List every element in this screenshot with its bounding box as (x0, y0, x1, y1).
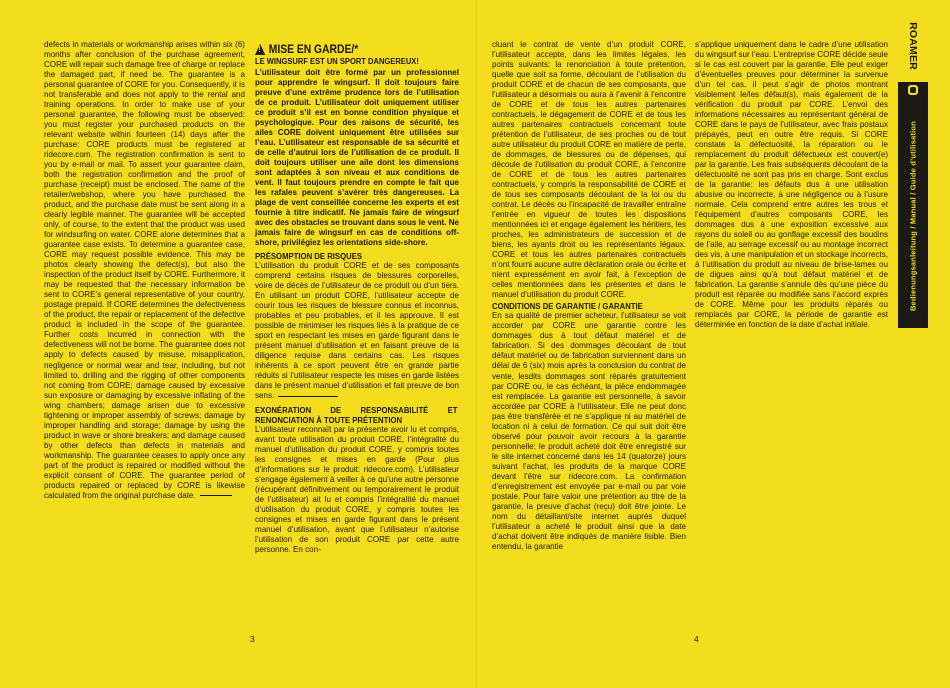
guarantee-english-text: defects in materials or workmanship arises within six (6) months after conclusion of the purchase agreement, CORE will repair such damage free of charge or replace the damaged part, if need be. The guarantee is a personal guarantee of CORE for you. Consequently, it is not transferable and does not apply to the rental and training operations. In order to make use of your personal guarantee, the following must be observed: you must register your purchased products on the relevant website within fourteen (14) days after the purchase: CORE products must be registered at ridecore.com. The registration confirmation is sent to you by e-mail or mail. To assert your guarantee claim, both the registration confirmation and the proof of purchase (receipt) must be enclosed. The name of the retailer/webshop, where you have purchased the product, and the purchase date must be sent along in a clearly legible manner. The guarantee will be accepted only, of course, to the extent that the product was used for windsurfing on water. CORE alone determines that a guarantee case exists. To determine a guarantee case, CORE may request possible evidence. This may be photos clearly showing the defect(s), but also the inspection of the product itself by CORE. Furthermore, it may be requested that the necessary information be sent to CORE’s general representative of your country, postage prepaid. If CORE determines the defectiveness of the product, the repair or replacement of the defective product is included in the scope of the guarantee. Further costs incurred in connection with the defectiveness will not be borne. The guarantee does not apply to defects caused by misuse, misapplication, negligence or normal wear and tear, including, but not limited to, drilling and the rigging of other components not coming from CORE; damage caused by excessive sun exposure or damaging by excessive inflating of the wing chambers; damage arisen due to excessive tightening or improper assembly of screws; damage by improper handling and storage; damage by using the product in wave or shore breakers; and damage caused by other defects than defects in materials and workmanship. The guarantee ceases to apply once any part of the product is repaired or modified without the explicit consent of CORE. The guarantee period of products repaired or replaced by CORE is likewise calculated from the original purchase date. (44, 40, 245, 500)
guarantee-continued-text: s’applique uniquement dans le cadre d’une utilisation du wingsurf sur l’eau. L’entreprise CORE décide seule si le cas est couvert par la garantie. Elle peut exiger d’éventuelles preuves pour déterminer la survenue d’un tel cas, il peut s’agir de photos montrant visiblement le/les défaut(s), mais également de la vérification du produit par CORE. L’envoi des informations nécessaires au représentant général de CORE dans le pays de l’utilisateur, avec frais postaux prépayés, peut en outre être requis. Si CORE constate la défectuosité, la réparation ou le remplacement du produit défectueux est couvert(e) par la garantie. Les frais subséquents découlant de la défectuosité ne sont pas pris en charge. Sont exclus de la garantie: les défauts dus à une utilisation abusive ou incorrecte, à une négligence ou à l’usure normale. Cela comprend entre autres les trous et l’équipement d’autres composants CORE, les dommages dus à une exposition excessive aux rayons du soleil ou au gonflage excessif des boudins de l’aile, au serrage excessif ou au montage incorrect des vis, à une manipulation et un stockage incorrects, à l’utilisation du produit au niveau de brise-lames ou de digues ainsi qu’à tout défaut matériel et de fabrication. La garantie s’annule dès qu’une pièce du produit est réparée ou modifiée sans l’accord exprès de CORE. Même pour les produits réparés ou remplacés par CORE, la période de garantie est déterminée en fonction de la date d’achat initiale. (695, 40, 888, 330)
column-guarantee-english (44, 40, 245, 501)
column-guarantee-continued (695, 40, 888, 330)
product-name: ROAMER (907, 22, 919, 70)
exoneration-text: L’utilisateur reconnaît par la présente avoir lu et compris, avant toute utilisation du produit CORE, l’intégralité du manuel d’utilisation du produit CORE, y compris toutes les consignes et mises en garde (Pour plus d’informations sur le produit: ridecore.com). L’utilisateur s’engage également à veiller à ce qu’une autre personne (récupérant définitivement ou temporairement le produit de l’utilisateur) ait lu et compris l’intégralité du manuel d’utilisation du produit CORE, y compris toutes les consignes et mises en garde figurant dans le présent manuel d’utilisation, avant que l’utilisateur n’autorise l’utilisation de son produit CORE par cette autre personne. En con- (255, 424, 459, 554)
end-rule (200, 495, 232, 496)
product-name-block (898, 0, 928, 82)
guarantee-heading: CONDITIONS DE GARANTIE / GARANTIE (492, 301, 643, 312)
warning-subtitle: LE WINGSURF EST UN SPORT DANGEREUX! (255, 56, 419, 66)
page-fold (476, 0, 477, 688)
guarantee-text: En sa qualité de premier acheteur, l’utilisateur se voit accorder par CORE une garantie contre les dommages dus à tout défaut matériel et de fabrication. Si des dommages découlant de tout défaut matériel ou de fabrication surviennent dans un délai de 6 (six) mois après la conclusion du contrat de vente, lesdits dommages sont réparés gratuitement par CORE ou, le cas échéant, la pièce endommagée est remplacée. La garantie est personnelle, à savoir accordée par CORE à l’utilisateur. Elle ne peut donc pas être transférée et ne s’applique ni au matériel de location ni à celui de formation. Ce qui suit doit être observé pour pouvoir avoir recours à la garantie personnelle: le produit acheté doit être enregistré sur le site internet concerné dans les 14 (quatorze) jours suivant l’achat, les produits de la marque CORE devant l’être sur ridecore.com. La confirmation d’enregistrement est envoyée par e-mail ou par voie postale. Pour faire valoir une prétention au titre de la garantie, la preuve d’achat (reçu) doit être jointe. Le nom du détaillant/site internet auprès duquel l’utilisateur a acheté le produit ainsi que la date d’achat doivent être indiqués de manière lisible. Bien entendu, la garantie (492, 311, 686, 551)
manual-label: Bedienungsanleitung / Manual / Guide d’utilisation (908, 120, 918, 312)
page-number-left: 3 (250, 634, 255, 644)
warning-text: L’utilisateur doit être formé par un professionnel pour apprendre le wingsurf. Il doit toujours faire preuve d’une extrême prudence lors de l’utilisation de ce produit. L’utilisateur doit uniquement utiliser ce produit s’il est en bonne condition physique et psychologique. Pour des raisons de sécurité, les ailes CORE doivent uniquement être utilisées sur l’eau. L’utilisateur est responsable de sa sécurité et de celle d’autrui lors de l’utilisation de ce produit. Il doit toujours utiliser une aile dont les dimensions sont adaptées à son niveau et aux conditions de vent. Il faut toujours prendre en compte le fait que les rafales peuvent s’avérer très dangereuses. La plage de vent conseillée concerne les experts et est fournie à titre indicatif. Ne jamais faire de wingsurf avec des obstacles se trouvant dans sous le vent. Ne jamais faire de wingsurf en cas de conditions off-shore, privilégiez les orientations side-shore. (255, 68, 459, 248)
column-warning (255, 40, 459, 555)
exoneration-heading: EXONÉRATION DE RESPONSABILITÉ ET RENONCIATION À TOUTE PRÉTENTION (255, 404, 458, 425)
end-rule (278, 396, 338, 397)
page-number-right: 4 (694, 634, 699, 644)
risk-text: L’utilisation du produit CORE et de ses composants comprend certains risques de blessures corporelles, voire de décès de l’utilisateur de ce produit ou d’un tiers. En utilisant un produit CORE, l’utilisateur accepte de courir tous les risques de blessure connus et inconnus, probables et peu probables, et il les approuve. Il est possible de minimiser les risques liés à la pratique de ce sport en respectant les mises en garde figurant dans le présent manuel d’utilisation et en faisant preuve de la diligence requise dans certains cas. Les risques inhérents à ce sport peuvent être en grande partie réduits si l’utilisateur respecte les mises en garde listées dans le présent manuel d’utilisation et fait preuve de bon sens. (255, 261, 459, 401)
warning-title: MISE EN GARDE/* (268, 42, 359, 56)
warning-heading (255, 42, 430, 56)
core-o-logo-icon (905, 82, 921, 98)
sidebar-tab (898, 0, 928, 328)
warning-triangle-icon (255, 44, 265, 55)
waiver-continued-text: cluant le contrat de vente d’un produit CORE, l’utilisateur accepte, dans les limites légales, les points suivants: la renonciation à toute prétention, quelle que soit sa forme, découlant de l’utilisation du produit CORE et de chacun de ses composants, que l’utilisateur a désormais ou aura à l’avenir à l’encontre de CORE et de tous les autres partenaires contractuels, le dégagement de CORE et de tous les autres partenaires contractuels concernant toute prétention de l’utilisateur, de ses proches ou de tout autre utilisateur du produit CORE en matière de perte, de dommages, de blessures ou de dépenses, qui découle de l’utilisation du produit CORE, à l’encontre de CORE et de tous les autres partenaires contractuels, y compris la responsabilité de CORE et de tous ses composants découlant de la loi ou du contrat. Le décès ou l’incapacité de travailler entraîne l’entrée en vigueur de toutes les dispositions mentionnées ici et engage également les héritiers, les proches, les administrateurs de succession et de biens, les ayants droit ou les représentants légaux. CORE et tous les autres partenaires contractuels n’ont fourni aucune autre déclaration orale ou écrite et nient expressément en avoir fait, à l’exception de celles mentionnées dans les présentes et dans le manuel d’utilisation du produit CORE. (492, 40, 686, 300)
risk-heading: PRÉSOMPTION DE RISQUES (255, 251, 363, 262)
column-waiver-guarantee (492, 40, 686, 552)
